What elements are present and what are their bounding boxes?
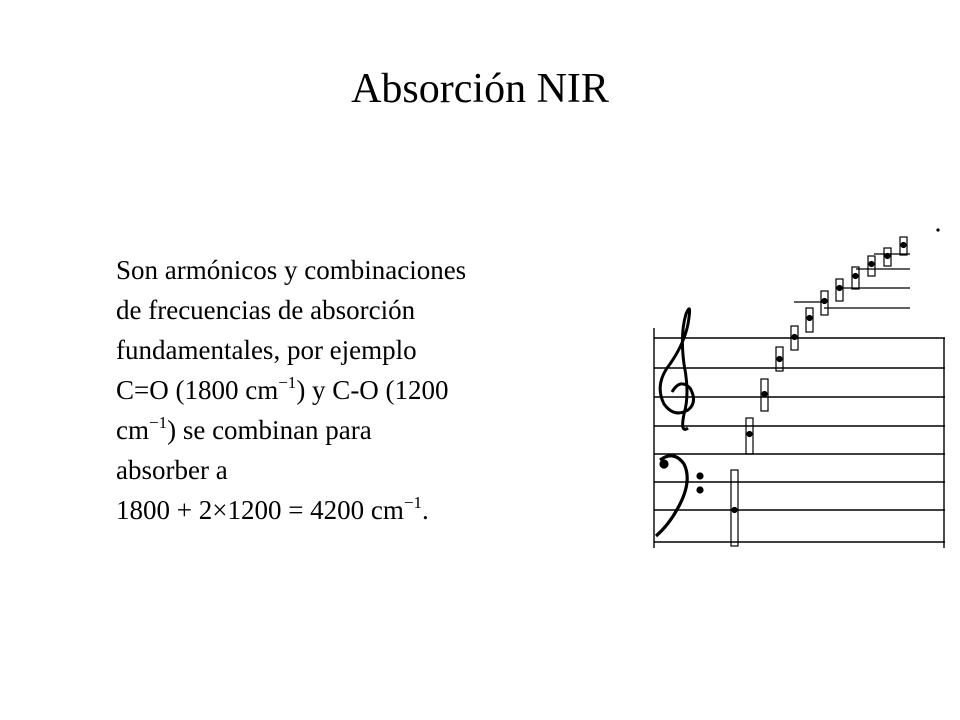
body-text-fragment: 1800 + 2×1200 = 4200 cm	[116, 495, 404, 525]
slide-body-text	[116, 250, 616, 530]
superscript: −1	[278, 373, 297, 392]
body-text-fragment: ) y C-O (1200	[296, 375, 449, 405]
note-head	[747, 432, 752, 437]
note-head	[792, 335, 797, 340]
note-head	[837, 286, 842, 291]
treble-clef-icon	[660, 309, 693, 430]
note-head	[777, 357, 782, 362]
slide-title: Absorción NIR	[351, 66, 609, 112]
bass-clef-icon	[656, 456, 702, 536]
note-head	[807, 316, 812, 321]
staff-lines	[654, 328, 945, 548]
body-line: Son armónicos y combinaciones	[116, 255, 467, 285]
note-head	[853, 274, 858, 279]
body-line	[116, 490, 616, 530]
superscript: −1	[149, 413, 168, 432]
body-line: fundamentales, por ejemplo	[116, 335, 417, 365]
body-text-fragment: C=O (1800 cm	[116, 375, 279, 405]
body-line: absorber a	[116, 455, 228, 485]
notes	[731, 229, 939, 546]
note-head	[762, 392, 767, 397]
note-head	[822, 299, 827, 304]
body-text-fragment: ) se combinan para	[167, 415, 372, 445]
body-line: de frecuencias de absorción	[116, 295, 416, 325]
note-head	[732, 508, 737, 513]
body-line	[116, 370, 616, 410]
body-line	[116, 410, 616, 450]
note-head	[885, 254, 890, 259]
music-staff-illustration	[640, 214, 950, 554]
superscript: −1	[403, 493, 423, 512]
body-text-fragment: .	[422, 495, 429, 525]
body-text-fragment: cm	[116, 415, 149, 445]
note-head	[937, 229, 939, 231]
note-head	[901, 243, 906, 248]
note-head	[869, 262, 874, 267]
